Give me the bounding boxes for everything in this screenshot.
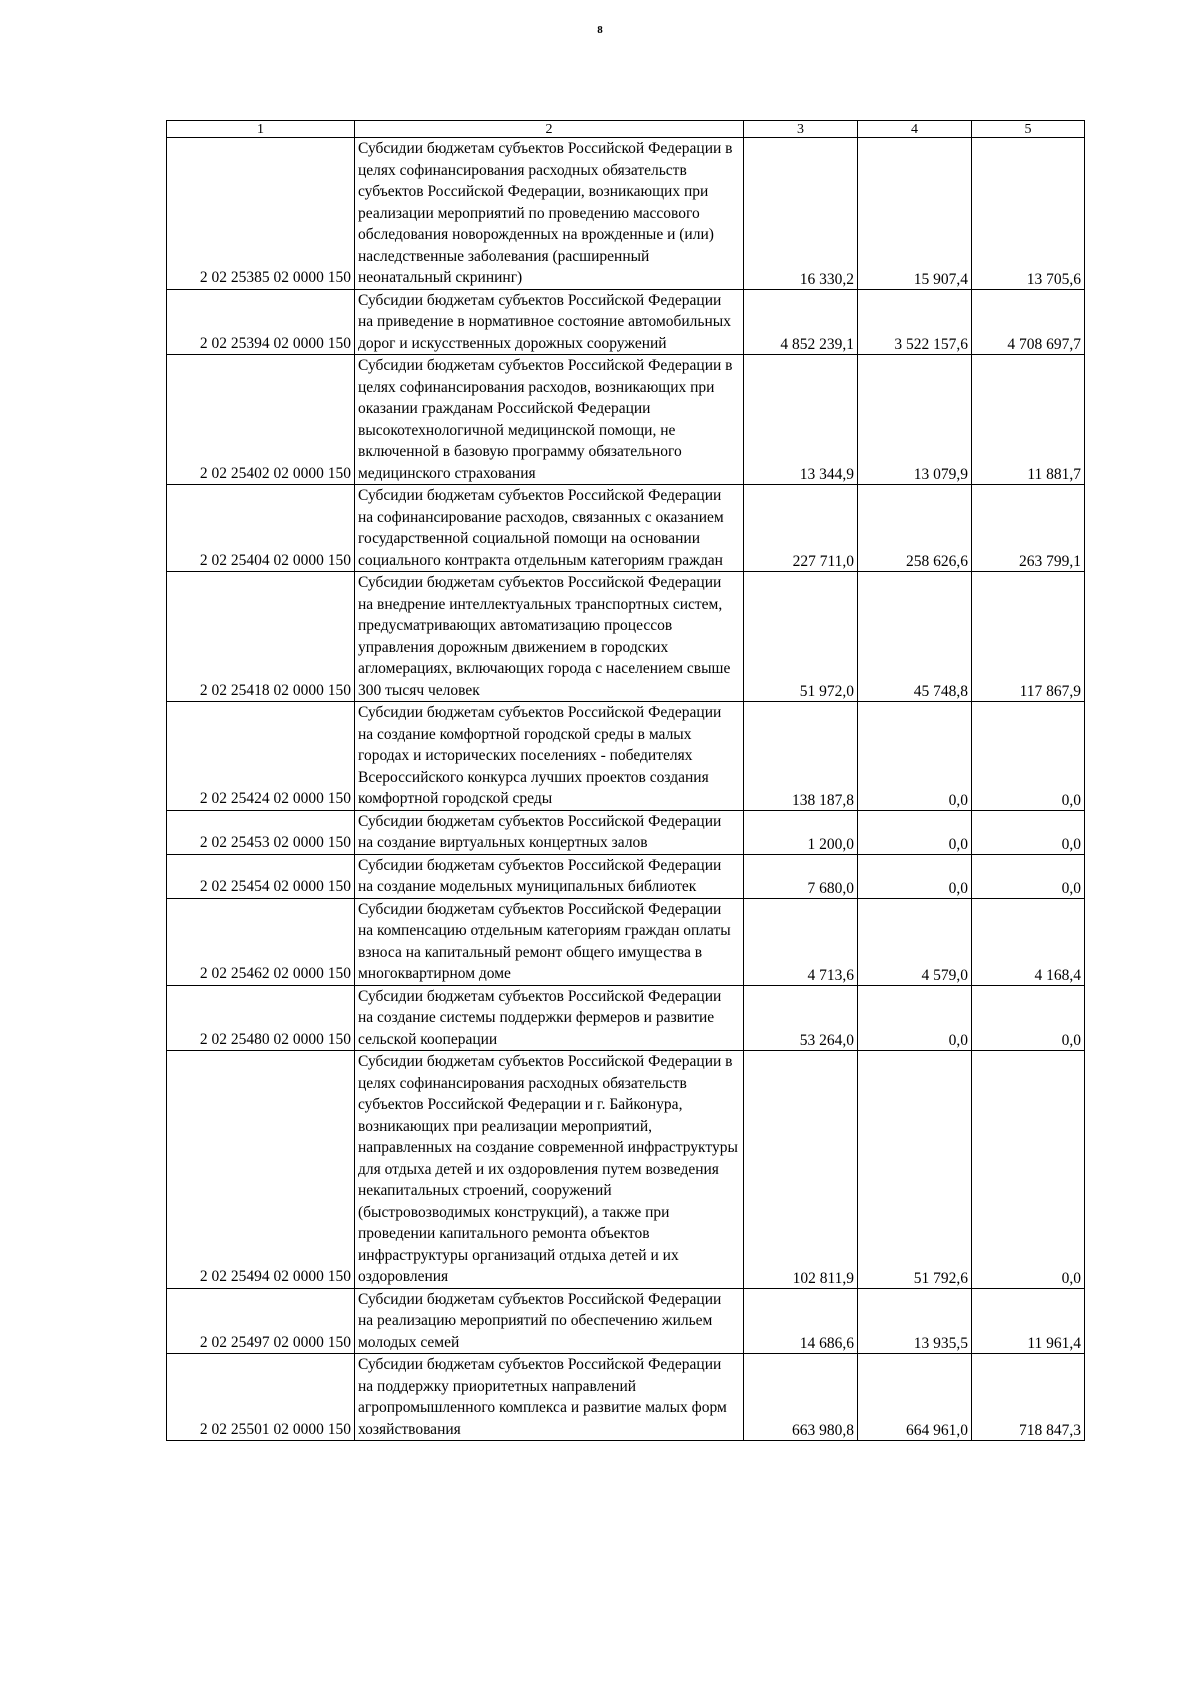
table-row bbox=[167, 1051, 1085, 1289]
value-col-5: 0,0 bbox=[972, 854, 1085, 898]
table-row bbox=[167, 355, 1085, 485]
value-col-5: 117 867,9 bbox=[972, 572, 1085, 702]
value-col-4: 4 579,0 bbox=[858, 898, 972, 985]
budget-code: 2 02 25480 02 0000 150 bbox=[167, 985, 355, 1051]
table-row bbox=[167, 485, 1085, 572]
value-col-4: 15 907,4 bbox=[858, 138, 972, 290]
header-col-2: 2 bbox=[355, 121, 744, 138]
budget-code: 2 02 25501 02 0000 150 bbox=[167, 1354, 355, 1441]
row-description: Субсидии бюджетам субъектов Российской Федерации на создание системы поддержки фермеров и развитие сельской кооперации bbox=[355, 985, 744, 1051]
row-description: Субсидии бюджетам субъектов Российской Федерации в целях софинансирования расходов, возникающих при оказании гражданам Российской Федерации высокотехнологичной медицинской помощи, не включенной в базовую программу обязательного медицинского страхования bbox=[355, 355, 744, 485]
value-col-3: 102 811,9 bbox=[744, 1051, 858, 1289]
table-row bbox=[167, 810, 1085, 854]
budget-code: 2 02 25385 02 0000 150 bbox=[167, 138, 355, 290]
table-row bbox=[167, 572, 1085, 702]
budget-table bbox=[166, 120, 1085, 1441]
budget-code: 2 02 25454 02 0000 150 bbox=[167, 854, 355, 898]
value-col-3: 53 264,0 bbox=[744, 985, 858, 1051]
header-row bbox=[167, 121, 1085, 138]
budget-code: 2 02 25404 02 0000 150 bbox=[167, 485, 355, 572]
table-row bbox=[167, 702, 1085, 811]
value-col-3: 13 344,9 bbox=[744, 355, 858, 485]
table-row bbox=[167, 289, 1085, 355]
value-col-4: 0,0 bbox=[858, 985, 972, 1051]
table-row bbox=[167, 1288, 1085, 1354]
value-col-3: 663 980,8 bbox=[744, 1354, 858, 1441]
value-col-3: 1 200,0 bbox=[744, 810, 858, 854]
budget-code: 2 02 25497 02 0000 150 bbox=[167, 1288, 355, 1354]
value-col-4: 0,0 bbox=[858, 810, 972, 854]
row-description: Субсидии бюджетам субъектов Российской Федерации на реализацию мероприятий по обеспечению жильем молодых семей bbox=[355, 1288, 744, 1354]
row-description: Субсидии бюджетам субъектов Российской Федерации в целях софинансирования расходных обязательств субъектов Российской Федерации, возникающих при реализации мероприятий по проведению массового обследования новорожденных на врожденные и (или) наследственные заболевания (расширенный неонатальный скрининг) bbox=[355, 138, 744, 290]
table-row bbox=[167, 985, 1085, 1051]
value-col-5: 11 881,7 bbox=[972, 355, 1085, 485]
value-col-3: 51 972,0 bbox=[744, 572, 858, 702]
value-col-5: 13 705,6 bbox=[972, 138, 1085, 290]
value-col-5: 718 847,3 bbox=[972, 1354, 1085, 1441]
budget-code: 2 02 25418 02 0000 150 bbox=[167, 572, 355, 702]
row-description: Субсидии бюджетам субъектов Российской Федерации на создание модельных муниципальных библиотек bbox=[355, 854, 744, 898]
header-col-5: 5 bbox=[972, 121, 1085, 138]
value-col-4: 0,0 bbox=[858, 702, 972, 811]
header-col-1: 1 bbox=[167, 121, 355, 138]
budget-code: 2 02 25462 02 0000 150 bbox=[167, 898, 355, 985]
table-row bbox=[167, 854, 1085, 898]
page-number: 8 bbox=[597, 24, 603, 36]
value-col-5: 4 708 697,7 bbox=[972, 289, 1085, 355]
value-col-4: 51 792,6 bbox=[858, 1051, 972, 1289]
value-col-5: 0,0 bbox=[972, 810, 1085, 854]
row-description: Субсидии бюджетам субъектов Российской Федерации в целях софинансирования расходных обязательств субъектов Российской Федерации и г. Байконура, возникающих при реализации мероприятий, направленных на создание современной инфраструктуры для отдыха детей и их оздоровления путем возведения некапитальных строений, сооружений (быстровозводимых конструкций), а также при проведении капитального ремонта объектов инфраструктуры организаций отдыха детей и их оздоровления bbox=[355, 1051, 744, 1289]
value-col-3: 138 187,8 bbox=[744, 702, 858, 811]
value-col-4: 664 961,0 bbox=[858, 1354, 972, 1441]
value-col-4: 0,0 bbox=[858, 854, 972, 898]
row-description: Субсидии бюджетам субъектов Российской Федерации на компенсацию отдельным категориям граждан оплаты взноса на капитальный ремонт общего имущества в многоквартирном доме bbox=[355, 898, 744, 985]
header-col-3: 3 bbox=[744, 121, 858, 138]
header-col-4: 4 bbox=[858, 121, 972, 138]
table-row bbox=[167, 898, 1085, 985]
budget-code: 2 02 25494 02 0000 150 bbox=[167, 1051, 355, 1289]
value-col-4: 258 626,6 bbox=[858, 485, 972, 572]
value-col-3: 227 711,0 bbox=[744, 485, 858, 572]
row-description: Субсидии бюджетам субъектов Российской Федерации на создание комфортной городской среды в малых городах и исторических поселениях - победителях Всероссийского конкурса лучших проектов создания комфортной городской среды bbox=[355, 702, 744, 811]
value-col-5: 263 799,1 bbox=[972, 485, 1085, 572]
value-col-4: 3 522 157,6 bbox=[858, 289, 972, 355]
value-col-4: 13 935,5 bbox=[858, 1288, 972, 1354]
table-row bbox=[167, 1354, 1085, 1441]
row-description: Субсидии бюджетам субъектов Российской Федерации на приведение в нормативное состояние автомобильных дорог и искусственных дорожных сооружений bbox=[355, 289, 744, 355]
value-col-3: 16 330,2 bbox=[744, 138, 858, 290]
budget-code: 2 02 25453 02 0000 150 bbox=[167, 810, 355, 854]
value-col-5: 0,0 bbox=[972, 702, 1085, 811]
value-col-5: 11 961,4 bbox=[972, 1288, 1085, 1354]
row-description: Субсидии бюджетам субъектов Российской Федерации на создание виртуальных концертных залов bbox=[355, 810, 744, 854]
value-col-5: 0,0 bbox=[972, 1051, 1085, 1289]
value-col-3: 4 713,6 bbox=[744, 898, 858, 985]
value-col-4: 45 748,8 bbox=[858, 572, 972, 702]
value-col-3: 14 686,6 bbox=[744, 1288, 858, 1354]
row-description: Субсидии бюджетам субъектов Российской Федерации на софинансирование расходов, связанных с оказанием государственной социальной помощи на основании социального контракта отдельным категориям граждан bbox=[355, 485, 744, 572]
value-col-4: 13 079,9 bbox=[858, 355, 972, 485]
value-col-3: 4 852 239,1 bbox=[744, 289, 858, 355]
budget-code: 2 02 25402 02 0000 150 bbox=[167, 355, 355, 485]
budget-code: 2 02 25394 02 0000 150 bbox=[167, 289, 355, 355]
value-col-5: 0,0 bbox=[972, 985, 1085, 1051]
budget-code: 2 02 25424 02 0000 150 bbox=[167, 702, 355, 811]
row-description: Субсидии бюджетам субъектов Российской Федерации на поддержку приоритетных направлений агропромышленного комплекса и развитие малых форм хозяйствования bbox=[355, 1354, 744, 1441]
value-col-5: 4 168,4 bbox=[972, 898, 1085, 985]
value-col-3: 7 680,0 bbox=[744, 854, 858, 898]
row-description: Субсидии бюджетам субъектов Российской Федерации на внедрение интеллектуальных транспортных систем, предусматривающих автоматизацию процессов управления дорожным движением в городских агломерациях, включающих города с населением свыше 300 тысяч человек bbox=[355, 572, 744, 702]
table-row bbox=[167, 138, 1085, 290]
